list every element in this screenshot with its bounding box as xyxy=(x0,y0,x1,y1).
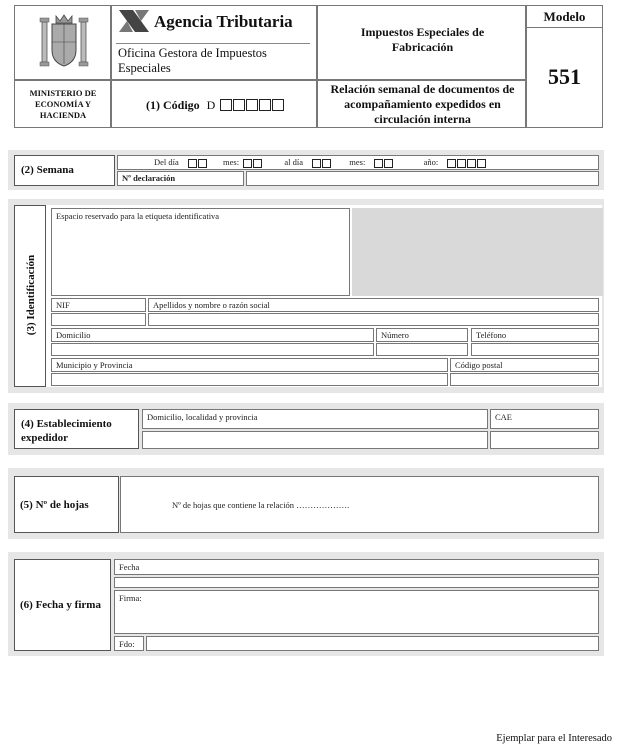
agency-cell xyxy=(111,5,317,80)
nif-label-cell xyxy=(51,298,146,312)
codigo-postal-label-cell xyxy=(450,358,599,372)
establecimiento-domicilio-input[interactable] xyxy=(142,431,488,449)
codigo-postal-input[interactable] xyxy=(450,373,599,386)
hojas-label-cell xyxy=(14,476,119,533)
domicilio-input[interactable] xyxy=(51,343,374,356)
etiqueta-label: Espacio reservado para la etiqueta identificativa xyxy=(56,211,220,221)
municipio-label: Municipio y Provincia xyxy=(56,360,133,370)
codigo-prefix: D xyxy=(206,98,216,112)
semana-label-cell xyxy=(14,155,115,186)
form-subtitle: Relación semanal de documentos de acompañamiento expedidos en circulación interna xyxy=(330,82,515,126)
n-declaracion-input[interactable] xyxy=(246,171,599,186)
numero-input[interactable] xyxy=(376,343,468,356)
etiqueta-grey-area xyxy=(352,208,603,296)
establecimiento-label-cell xyxy=(14,409,139,449)
mes-boxes[interactable] xyxy=(242,157,262,167)
form-title: Impuestos Especiales de Fabricación xyxy=(360,25,485,54)
telefono-label: Teléfono xyxy=(476,330,507,340)
identificacion-label-cell xyxy=(14,205,46,387)
anio-boxes[interactable] xyxy=(446,157,486,167)
telefono-input[interactable] xyxy=(471,343,599,356)
ministry-name: MINISTERIO DE ECONOMÍA Y HACIENDA xyxy=(29,88,97,120)
title-bottom-cell xyxy=(317,80,526,128)
establecimiento-domicilio-label-cell xyxy=(142,409,488,429)
firma-label: (6) Fecha y firma xyxy=(20,599,101,611)
fdo-label: Fdo: xyxy=(119,639,135,649)
firma-area[interactable] xyxy=(114,590,599,634)
telefono-label-cell xyxy=(471,328,599,342)
codigo-postal-label: Código postal xyxy=(455,360,503,370)
fecha-label-cell xyxy=(114,559,599,575)
hojas-label: (5) Nº de hojas xyxy=(20,499,89,511)
modelo-cell xyxy=(526,5,603,128)
coat-of-arms-cell xyxy=(14,5,111,80)
modelo-label: Modelo xyxy=(543,9,586,24)
cae-input[interactable] xyxy=(490,431,599,449)
agency-logo-icon xyxy=(119,10,149,32)
municipio-input[interactable] xyxy=(51,373,448,386)
domicilio-label: Domicilio xyxy=(56,330,91,340)
nif-label: NIF xyxy=(56,300,70,310)
coat-of-arms-icon xyxy=(34,12,94,72)
municipio-label-cell xyxy=(51,358,448,372)
etiqueta-area xyxy=(51,208,350,296)
mes2-label: mes: xyxy=(349,157,366,167)
cae-label-cell xyxy=(490,409,599,429)
mes-label: mes: xyxy=(223,157,240,167)
establecimiento-label: (4) Establecimiento expedidor xyxy=(21,418,112,444)
nif-input[interactable] xyxy=(51,313,146,326)
establecimiento-domicilio-label: Domicilio, localidad y provincia xyxy=(147,412,258,422)
semana-label: (2) Semana xyxy=(21,164,74,176)
numero-label-cell xyxy=(376,328,468,342)
codigo-field[interactable] xyxy=(146,96,284,114)
domicilio-label-cell xyxy=(51,328,374,342)
mes2-boxes[interactable] xyxy=(373,157,393,167)
n-declaracion-label: Nº declaración xyxy=(122,173,176,183)
ministry-cell xyxy=(14,80,111,128)
numero-label: Número xyxy=(381,330,409,340)
fdo-input[interactable] xyxy=(146,636,599,651)
fecha-label: Fecha xyxy=(119,562,140,572)
codigo-cell xyxy=(111,80,317,128)
firma-area-label: Firma: xyxy=(119,593,142,603)
cae-label: CAE xyxy=(495,412,512,422)
apellidos-label: Apellidos y nombre o razón social xyxy=(153,300,270,310)
anio-label: año: xyxy=(423,157,439,167)
title-top-cell xyxy=(317,5,526,80)
apellidos-input[interactable] xyxy=(148,313,599,326)
fecha-input[interactable] xyxy=(114,577,599,588)
identificacion-label: (3) Identificación xyxy=(25,254,37,336)
hojas-text: Nº de hojas que contiene la relación ………………. xyxy=(172,500,350,510)
apellidos-label-cell xyxy=(148,298,599,312)
al-dia-boxes[interactable] xyxy=(311,157,331,167)
firma-label-cell xyxy=(14,559,111,651)
office-name: Oficina Gestora de Impuestos Especiales xyxy=(118,46,267,75)
codigo-boxes[interactable] xyxy=(219,96,284,113)
semana-dates-row xyxy=(117,155,599,170)
copy-note: Ejemplar para el Interesado xyxy=(496,733,612,744)
al-dia-label: al día xyxy=(284,157,304,167)
del-dia-label: Del día xyxy=(154,157,179,167)
modelo-number: 551 xyxy=(548,64,581,89)
hojas-field[interactable] xyxy=(120,476,599,533)
agency-name: Agencia Tributaria xyxy=(154,12,293,31)
n-declaracion-field[interactable] xyxy=(117,171,244,186)
codigo-label: (1) Código xyxy=(146,98,200,112)
del-dia-boxes[interactable] xyxy=(187,157,207,167)
fdo-label-cell xyxy=(114,636,144,651)
